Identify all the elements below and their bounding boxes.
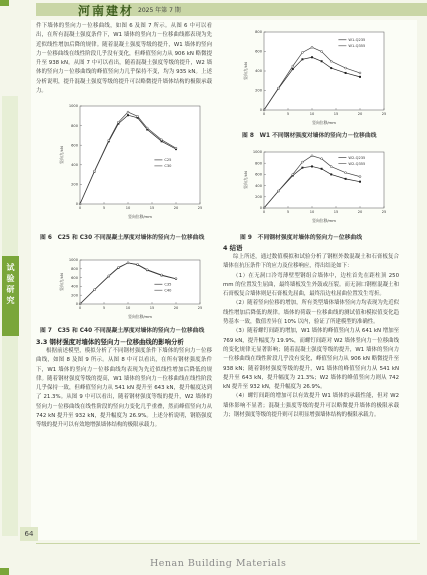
- y-tick-label: 600: [255, 172, 262, 177]
- paragraph-left-top: 件下墙体的竖向力－位移曲线，如图 6 及图 7 所示。从图 6 中可以看出，在所有混凝土强度条件下，W1 墙体的竖向力－位移曲线都表现为先近似线性增加后降的规律。随着混凝土强度等级的提升，W1 墙体的竖向力－位移曲线在线性阶段几乎没有变化，但峰值竖向力从 906 kN 略微提升至 938 kN。从图 7 中可以看出，随着混凝土强度等级的提升，W2 墙体的竖向力－位移曲线的峰值竖向力几乎保持不变，均为 935 kN。上述分析说明，提升混凝土强度等级的提升可以略微提升墙体结构的极限承载力。: [36, 23, 212, 95]
- side-label: 试验研究: [6, 263, 15, 305]
- data-point: [301, 167, 303, 169]
- x-tick-label: 15: [149, 206, 155, 210]
- x-tick-label: 20: [357, 112, 363, 116]
- x-tick-label: 5: [102, 306, 106, 310]
- data-point: [311, 165, 313, 167]
- data-point: [292, 68, 294, 70]
- x-tick-label: 20: [173, 306, 179, 310]
- data-point: [301, 161, 303, 163]
- x-axis-label: 竖向位移/mm: [312, 218, 336, 223]
- data-point: [330, 67, 332, 69]
- x-tick-label: 5: [286, 210, 290, 214]
- data-point: [127, 262, 129, 264]
- x-tick-label: 15: [149, 306, 155, 310]
- x-tick-label: 0: [262, 112, 266, 116]
- y-tick-label: 400: [71, 163, 78, 167]
- data-point: [345, 72, 347, 74]
- y-tick-label: 1000: [252, 150, 262, 155]
- x-tick-label: 25: [197, 206, 203, 210]
- plot-frame: [80, 260, 200, 304]
- data-point: [330, 60, 332, 62]
- x-axis-label: 竖向位移/mm: [312, 120, 336, 125]
- y-axis-label: 竖向力/kN: [243, 171, 248, 189]
- y-tick-label: 200: [255, 195, 262, 199]
- data-point: [79, 203, 81, 205]
- footer-divider: [36, 543, 420, 544]
- page-number: 64: [20, 527, 38, 541]
- data-point: [330, 173, 332, 175]
- conclusion-2: （2）随着竖向位移的增加，所有类型墙体墙体竖向力均表现为先近似线性增加后降低的规律。墙体的荷载－位移曲线的测试值和模拟值变化趋势基本一致，数值差异在 10% 以内，验证了所建模型的准确性。: [223, 300, 399, 326]
- caption-fig8: 图 8 W1 不同钢材强度对墙体的竖向力－位移曲线: [242, 133, 377, 139]
- x-tick-label: 25: [381, 112, 387, 116]
- plot-frame: [264, 32, 384, 110]
- data-point: [345, 172, 347, 174]
- y-tick-label: 0: [259, 108, 262, 113]
- legend-label: C30: [164, 164, 172, 169]
- caption-fig9: 图 9 不同钢材强度对墙体的竖向力－位移曲线: [240, 235, 362, 241]
- data-point: [137, 115, 139, 117]
- section-3-3-heading: 3.3 钢材强度对墙体的竖向力－位移曲线的影响分析: [36, 338, 184, 346]
- data-point: [301, 51, 303, 53]
- x-tick-label: 25: [381, 210, 387, 214]
- data-point: [301, 58, 303, 60]
- y-axis-label: 竖向力/kN: [243, 62, 248, 80]
- legend-label: C25: [164, 158, 172, 163]
- y-axis-label: 竖向力/kN: [59, 273, 64, 291]
- y-tick-label: 200: [71, 293, 78, 298]
- data-point: [175, 147, 177, 149]
- x-tick-label: 20: [173, 206, 179, 210]
- data-point: [345, 178, 347, 180]
- y-axis-label: 竖向力/kN: [59, 146, 64, 164]
- y-tick-label: 1000: [68, 258, 78, 263]
- y-tick-label: 600: [255, 49, 262, 54]
- data-point: [263, 109, 265, 111]
- data-point: [359, 72, 361, 74]
- data-point: [292, 173, 294, 175]
- data-point: [359, 176, 361, 178]
- data-point: [137, 263, 139, 265]
- y-tick-label: 0: [75, 202, 78, 207]
- y-tick-label: 200: [71, 182, 78, 187]
- y-tick-label: 400: [255, 183, 262, 188]
- chart-fig8: [242, 26, 392, 126]
- x-tick-label: 0: [78, 306, 82, 310]
- section-4-heading: 4 结语: [223, 244, 243, 252]
- data-point: [127, 111, 129, 113]
- y-tick-label: 1000: [68, 104, 78, 109]
- corner-decoration: [0, 0, 9, 6]
- data-point: [117, 121, 119, 123]
- y-tick-label: 0: [259, 206, 262, 211]
- x-tick-label: 5: [102, 206, 106, 210]
- conclusion-4: （4）螺钉间距的增加可以有效提升 W1 墙体的承载性能，但对 W2 墙体影响不显著；混凝土强度等级的提升可以略微提升墙体的极限承载力；钢材强度等级的提升则可以明显增强墙体结构的极限承载力。: [223, 393, 399, 419]
- x-tick-label: 15: [333, 210, 339, 214]
- conclusion-intro: 综上所述，通过数值模拟和试验分析了钢框外数混凝土和石膏板复合墙体在抗压条件下的应力及位移响应，得出结论如下：: [223, 254, 399, 270]
- chart-fig6: [58, 100, 208, 220]
- legend-label: W1-Q355: [348, 44, 366, 49]
- legend-label: W2-Q355: [348, 161, 366, 166]
- data-point: [359, 181, 361, 183]
- data-point: [263, 207, 265, 209]
- right-text: [223, 253, 399, 528]
- legend-label: C35: [164, 282, 172, 287]
- data-point: [175, 278, 177, 280]
- y-tick-label: 800: [255, 30, 262, 35]
- x-tick-label: 25: [197, 306, 203, 310]
- y-tick-label: 800: [71, 267, 78, 271]
- x-axis-label: 竖向位移/mm: [128, 314, 152, 319]
- data-point: [359, 76, 361, 78]
- data-point: [330, 166, 332, 168]
- caption-fig7: 图 7 C35 和 C40 不同混凝土厚度对墙体的竖向力－位移曲线: [40, 328, 205, 334]
- issue-label: 2025 年第 7 期: [138, 7, 181, 14]
- data-point: [292, 65, 294, 67]
- x-tick-label: 10: [309, 210, 315, 214]
- conclusion-1: （1）在无洞口冷弯薄壁型钢组合墙体中，边柱首先在距柱顶 250 mm 的位置发生屈曲，最终墙板发生外鼓或压裂。而无洞口钢框混凝土和石膏板复合墙体则是石膏板先屈曲，最终沿边柱屈曲位置发生弯折。: [223, 272, 399, 298]
- x-tick-label: 15: [333, 112, 339, 116]
- data-point: [146, 269, 148, 271]
- data-point: [321, 51, 323, 53]
- y-tick-label: 600: [71, 275, 78, 280]
- x-tick-label: 0: [78, 206, 82, 210]
- data-point: [321, 158, 323, 160]
- caption-fig6: 图 6 C25 和 C30 不同混凝土厚度对墙体的竖向力－位移曲线: [40, 235, 205, 241]
- x-tick-label: 5: [286, 112, 290, 116]
- y-tick-label: 400: [71, 284, 78, 289]
- y-tick-label: 0: [75, 302, 78, 307]
- x-tick-label: 20: [357, 210, 363, 214]
- x-axis-label: 竖向位移/mm: [128, 214, 152, 219]
- data-point: [117, 266, 119, 268]
- chart-fig7: [58, 254, 208, 320]
- y-tick-label: 600: [71, 143, 78, 148]
- data-point: [311, 155, 313, 157]
- conclusion-3: （3）随着螺钉间距的增加，W1 墙体的峰值竖向力从 641 kN 增加至 769 kN，提升幅度为 19.9%，而螺钉间距对 W2 墙体竖向力－位移曲线的变化规律无显著影响；随着混凝土强度等级的提升，W1 墙体的竖向力－位移曲线在线性阶段几乎没有变化，峰值竖向力从 906 kN 略微提升至 938 kN；随着钢材强度等级的提升，W1 墙体的峰值竖向力从 541 kN 提升至 643 kN，提升幅度为 21.3%；W2 墙体的峰值竖向力则从 742 kN 提升至 932 kN，提升幅度为 26.9%。: [223, 328, 399, 391]
- journal-title: 河南建材: [78, 4, 135, 18]
- y-tick-label: 400: [255, 69, 262, 74]
- data-point: [146, 127, 148, 129]
- data-point: [93, 170, 95, 172]
- paragraph-3-3: 根据前述模型，模拟分析了不同钢材强度条件下墙体的竖向力－位移曲线，如图 8 及图 9 所示。从图 8 中可以看出，在所有钢材强度条件下，W1 墙体的竖向力－位移曲线均表现为先近似线性增加后降低的规律。随着钢材强度等级的提高，W1 墙体的竖向力－位移曲线在线性阶段几乎保持一致，但峰值竖向力从 541 kN 提升至 643 kN，提升幅度达到了 21.3%。从图 9 中可以看出，随着钢材强度等级的提升，W2 墙体的竖向力－位移曲线在线性阶段的竖向力变化几乎重叠，然而峰值竖向力从 742 kN 提升至 932 kN，提升幅度为 26.9%。上述分析说明，钢筋强度等级的提升可以有效地增强墙体结构的极限承载力。: [36, 348, 212, 429]
- data-point: [93, 289, 95, 291]
- chart-fig9: [242, 146, 392, 224]
- data-point: [108, 275, 110, 277]
- y-tick-label: 200: [255, 88, 262, 93]
- y-tick-label: 800: [255, 161, 262, 166]
- x-tick-label: 10: [125, 306, 131, 310]
- data-point: [161, 274, 163, 276]
- data-point: [321, 168, 323, 170]
- data-point: [108, 139, 110, 141]
- data-point: [277, 190, 279, 192]
- x-tick-label: 10: [125, 206, 131, 210]
- legend-label: C40: [164, 288, 172, 293]
- y-tick-label: 800: [71, 123, 78, 128]
- data-point: [345, 67, 347, 69]
- footer-journal-name: Henan Building Materials: [150, 558, 287, 569]
- data-point: [311, 56, 313, 58]
- left-text-bottom: [36, 347, 212, 527]
- corner-decoration-bottom: [0, 568, 9, 575]
- x-tick-label: 0: [262, 210, 266, 214]
- legend-label: W2-Q235: [348, 155, 366, 160]
- data-point: [311, 46, 313, 48]
- data-point: [277, 87, 279, 89]
- legend-label: W1-Q235: [348, 38, 366, 43]
- left-text-top: [36, 22, 212, 97]
- data-point: [321, 60, 323, 62]
- data-point: [79, 303, 81, 305]
- x-tick-label: 10: [309, 112, 315, 116]
- data-point: [127, 114, 129, 116]
- data-point: [161, 139, 163, 141]
